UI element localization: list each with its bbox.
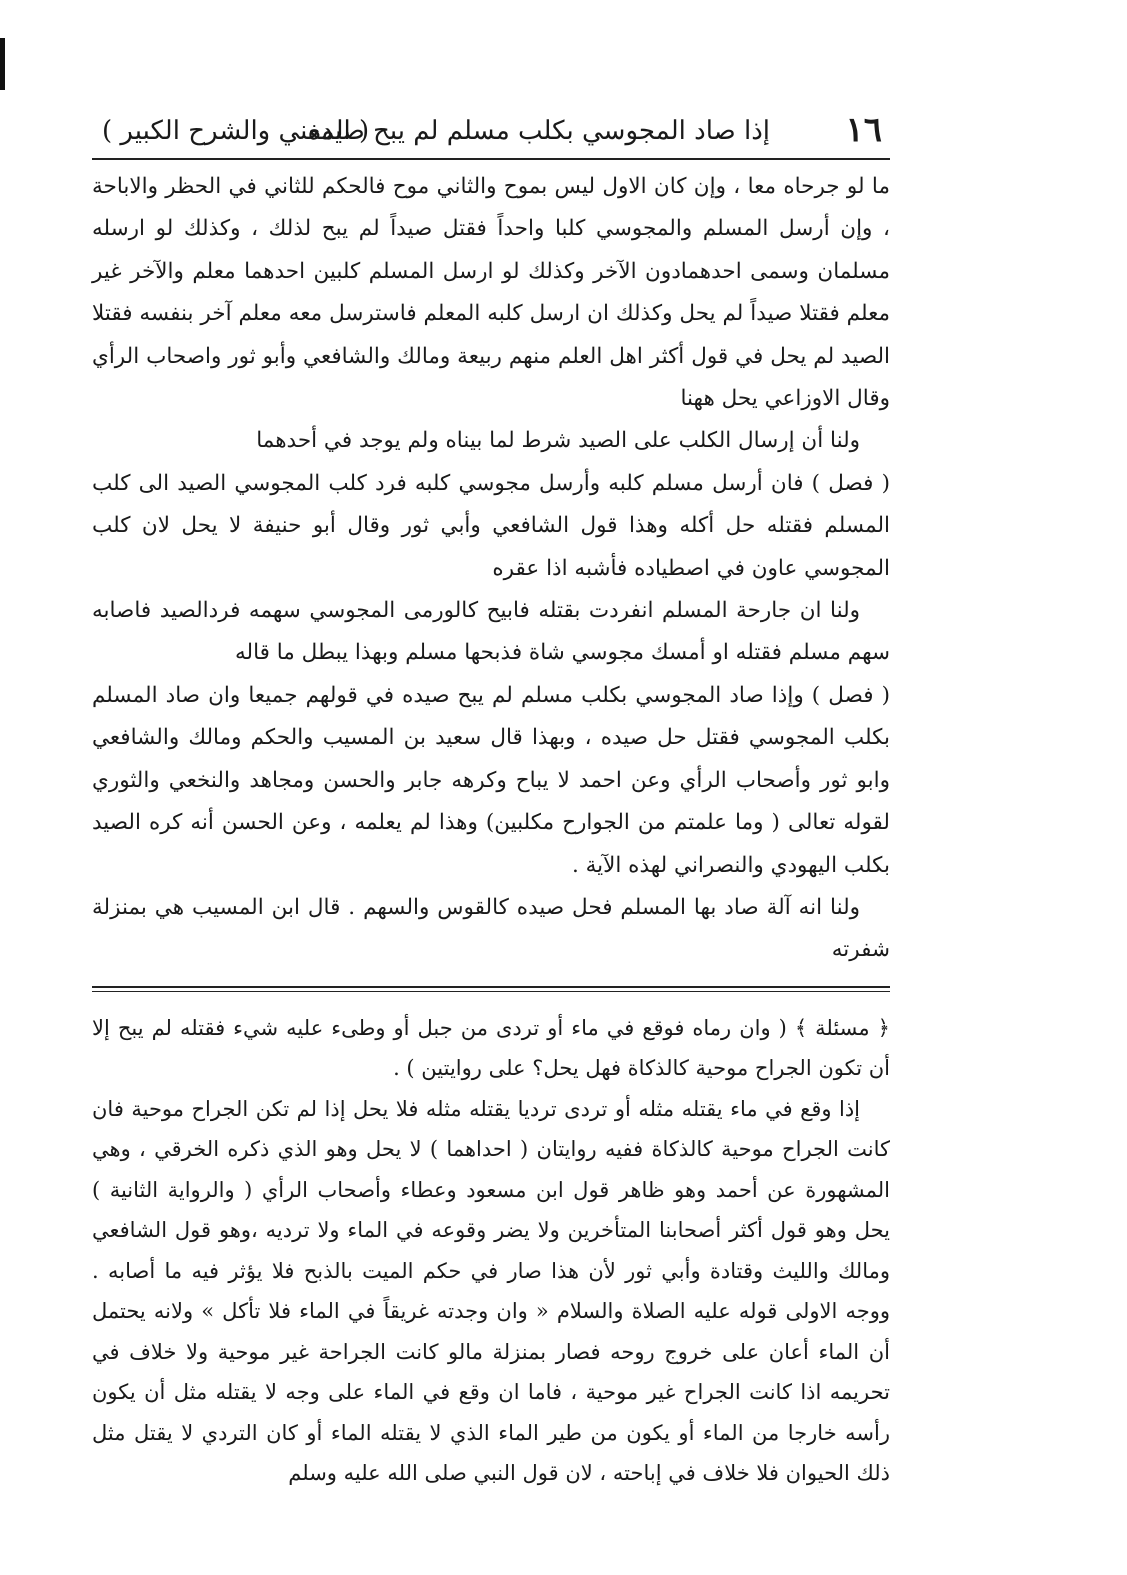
commentary-text	[92, 1008, 890, 1494]
section-divider	[92, 986, 890, 992]
page-header	[92, 108, 890, 158]
paragraph: ولنا ان جارحة المسلم انفردت بقتله فابيح كالورمى المجوسي سهمه فردالصيد فاصابه سهم مسلم فقتله او أمسك مجوسي شاة فذبحها مسلم وبهذا يبطل ما قاله	[92, 598, 890, 666]
paragraph: ﴿ مسئلة ﴾ ( وان رماه فوقع في ماء أو تردى من جبل أو وطىء عليه شيء فقتله لم يبح إلا أن تكون الجراح موحية كالذكاة فهل يحل؟ على روايتين ) .	[92, 1015, 890, 1081]
paragraph: ما لو جرحاه معا ، وإن كان الاول ليس بموح والثاني موح فالحكم للثاني في الحظر والاباحة ، وإن أرسل المسلم والمجوسي كلبا واحداً فقتل صيداً لم يبح لذلك ، وكذلك لو ارسله مسلمان وسمى احدهمادون الآخر وكذلك لو ارسل المسلم كلبين احدهما معلم والآخر غير معلم فقتلا صيداً لم يحل وكذلك ان ارسل كلبه المعلم فاسترسل معه معلم آخر بنفسه فقتلا الصيد لم يحل في قول أكثر اهل العلم منهم ربيعة ومالك والشافعي وأبو ثور واصحاب الرأي وقال الاوزاعي يحل ههنا	[92, 174, 890, 412]
header-rule	[92, 158, 890, 160]
book-page	[92, 108, 890, 1494]
paragraph: ولنا أن إرسال الكلب على الصيد شرط لما بيناه ولم يوجد في أحدهما	[256, 428, 860, 454]
paragraph: ( فصل ) وإذا صاد المجوسي بكلب مسلم لم يبح صيده في قولهم جميعا وان صاد المسلم بكلب المجوسي فقتل حل صيده ، وبهذا قال سعيد بن المسيب والحكم ومالك والشافعي وابو ثور وأصحاب الرأي وعن احمد لا يباح وكرهه جابر والحسن ومجاهد والنخعي والثوري لقوله تعالى ( وما علمتم من الجوارح مكلبين) وهذا لم يعلمه ، وعن الحسن أنه كره الصيد بكلب اليهودي والنصراني لهذه الآية .	[92, 682, 890, 878]
page-number: ١٦	[845, 110, 882, 150]
running-title: إذا صاد المجوسي بكلب مسلم لم يبح صيده	[307, 116, 770, 146]
main-text	[92, 166, 890, 972]
paragraph: إذا وقع في ماء يقتله مثله أو تردى ترديا يقتله مثله فلا يحل إذا لم تكن الجراح موحية فان كانت الجراح موحية كالذكاة ففيه روايتان ( احداهما ) لا يحل وهو الذي ذكره الخرقي ، وهي المشهورة عن أحمد وهو ظاهر قول ابن مسعود وعطاء وأصحاب الرأي ( والرواية الثانية ) يحل وهو قول أكثر أصحابنا المتأخرين ولا يضر وقوعه في الماء ولا ترديه ،وهو قول الشافعي ومالك والليث وقتادة وأبي ثور لأن هذا صار في حكم الميت بالذبح فلا يؤثر فيه ما أصابه . ووجه الاولى قوله عليه الصلاة والسلام « وان وجدته غريقاً في الماء فلا تأكل » ولانه يحتمل أن الماء أعان على خروج روحه فصار بمنزلة مالو كانت الجراحة غير موحية ولا خلاف في تحريمه اذا كانت الجراح غير موحية ، فاما ان وقع في الماء على وجه لا يقتله مثل أن يكون رأسه خارجا من الماء أو يكون من طير الماء الذي لا يقتله الماء أو كان التردي لا يقتل مثل ذلك الحيوان فلا خلاف في إباحته ، لان قول النبي صلى الله عليه وسلم	[92, 1096, 890, 1486]
book-title: ( المغني والشرح الكبير )	[102, 116, 370, 146]
paragraph: ( فصل ) فان أرسل مسلم كلبه وأرسل مجوسي كلبه فرد كلب المجوسي الصيد الى كلب المسلم فقتله حل أكله وهذا قول الشافعي وأبي ثور وقال أبو حنيفة لا يحل لان كلب المجوسي عاون في اصطياده فأشبه اذا عقره	[92, 470, 890, 581]
scan-edge-mark	[0, 38, 5, 90]
paragraph: ولنا انه آلة صاد بها المسلم فحل صيده كالقوس والسهم . قال ابن المسيب هي بمنزلة شفرته	[92, 894, 890, 963]
